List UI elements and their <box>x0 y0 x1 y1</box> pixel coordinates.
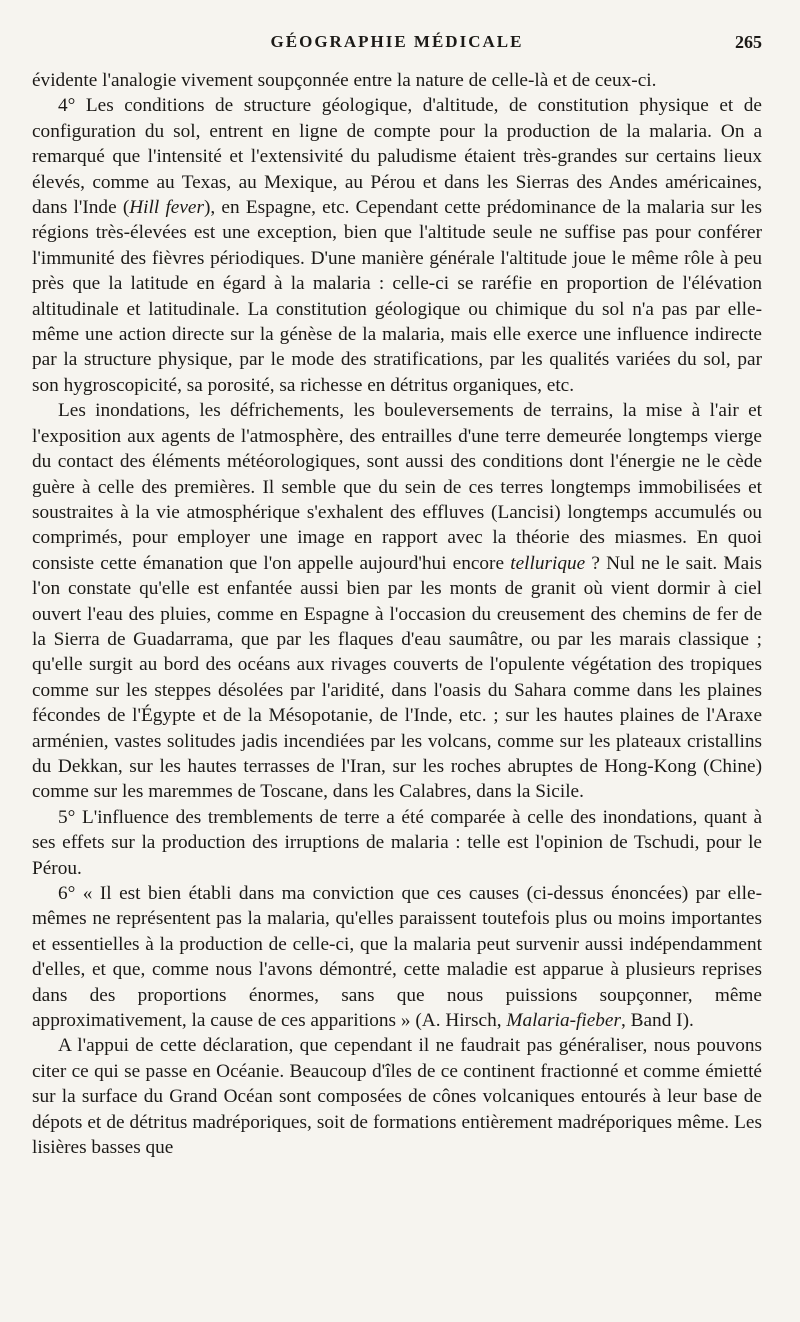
paragraph-tremblements: 5° L'influence des tremblements de terre a été comparée à celle des inondations, quant à ses effets sur la production des irruptions de malaria : telle est l'opinion de Tschudi, pour le Pérou. <box>32 806 762 879</box>
italic-term: Hill fever <box>129 197 204 219</box>
body-text <box>32 68 762 1160</box>
italic-term: tellurique <box>510 552 586 574</box>
text-run: ), en Espagne, etc. Cependant cette prédominance de la malaria sur les régions très-élevées est une exception, bien que l'altitude seule ne suffise pas pour conférer l'immunité des fièvres périodiques. D'une manière générale l'altitude joue le même rôle à peu près que la latitude en égard à la malaria : celle-ci se raréfie en proportion de l'élévation altitudinale et latitudinale. La constitution géologique ou chimique du sol n'a pas par elle-même une action directe sur la génèse de la malaria, mais elle exerce une influence indirecte par la structure physique, par le mode des stratifications, par les qualités variées du sol, par son hygroscopicité, sa porosité, sa richesse en détritus organiques, etc. <box>32 197 762 396</box>
text-run: , Band I). <box>621 1010 694 1032</box>
italic-term: Malaria-fieber <box>506 1010 621 1032</box>
text-run: 4° Les conditions de structure géologique, d'altitude, de constitution physique et de configuration du sol, entrent en ligne de compte pour la production de la malaria. On a remarqué que l'intensité et l'extensivité du paludisme étaient très-grandes sur certains lieux élevés, comme au Texas, au Mexique, au Pérou et dans les Sierras des Andes américaines, dans l'Inde ( <box>32 95 762 219</box>
paragraph-altitude <box>32 93 762 398</box>
paragraph-inondations <box>32 398 762 805</box>
text-run: ? Nul ne le sait. Mais l'on constate qu'elle est enfantée aussi bien par les monts de granit où vient dormir à ciel ouvert l'eau des pluies, comme en Espagne à l'occasion du creusement des chemins de fer de la Sierra de Guadarrama, que par les flaques d'eau saumâtre, ou par les marais classique ; qu'elle surgit au bord des océans aux rivages couverts de l'opulente végétation des tropiques comme sur les steppes désolées par l'aridité, dans l'oasis du Sahara comme dans les plaines fécondes de l'Égypte et de la Mésopotanie, de l'Inde, etc. ; sur les hautes plaines de l'Araxe arménien, vastes solitudes jadis incendiées par les volcans, comme sur les plateaux cristallins du Dekkan, sur les hautes terrasses de l'Iran, sur les roches abruptes de Hong-Kong (Chine) comme sur les maremmes de Toscane, dans les Calabres, dans la Sicile. <box>32 552 762 803</box>
paragraph-hirsch-quote <box>32 881 762 1033</box>
text-run: Les inondations, les défrichements, les bouleversements de terrains, la mise à l'air et l'exposition aux agents de l'atmosphère, des entrailles d'une terre demeurée longtemps vierge du contact des éléments météorologiques, sont aussi des conditions dont l'énergie ne le cède guère à celle des premières. Il semble que du sein de ces terres longtemps immobilisées et soustraites à la vie atmosphérique s'exhalent des effluves (Lancisi) longtemps accumulés ou comprimés, pour employer une image en rapport avec la théorie des miasmes. En quoi consiste cette émanation que l'on appelle aujourd'hui encore <box>32 400 762 574</box>
page-number: 265 <box>735 32 762 52</box>
text-run: 6° « Il est bien établi dans ma conviction que ces causes (ci-dessus énoncées) par elle-mêmes ne représentent pas la malaria, qu'elles paraissent toutefois plus ou moins importantes et essentielles à la production de celle-ci, que la malaria peut survenir aussi indépendamment d'elles, et que, comme nous l'avons démontré, cette maladie est apparue à plusieurs reprises dans des proportions énormes, sans que nous puissions soupçonner, même approximativement, la cause de ces apparitions » (A. Hirsch, <box>32 883 762 1032</box>
paragraph-oceanie: A l'appui de cette déclaration, que cependant il ne faudrait pas généraliser, nous pouvons citer ce qui se passe en Océanie. Beaucoup d'îles de ce continent fractionné et comme émietté sur la surface du Grand Océan sont composées de cônes volcaniques entourés à leur base de dépots et de détritus madréporiques, soit de formations entièrement madréporiques même. Les lisières basses que <box>32 1035 762 1159</box>
running-title: GÉOGRAPHIE MÉDICALE <box>270 32 524 51</box>
paragraph-continuation: évidente l'analogie vivement soupçonnée entre la nature de celle-là et de ceux-ci. <box>32 70 657 91</box>
running-head <box>32 30 762 60</box>
